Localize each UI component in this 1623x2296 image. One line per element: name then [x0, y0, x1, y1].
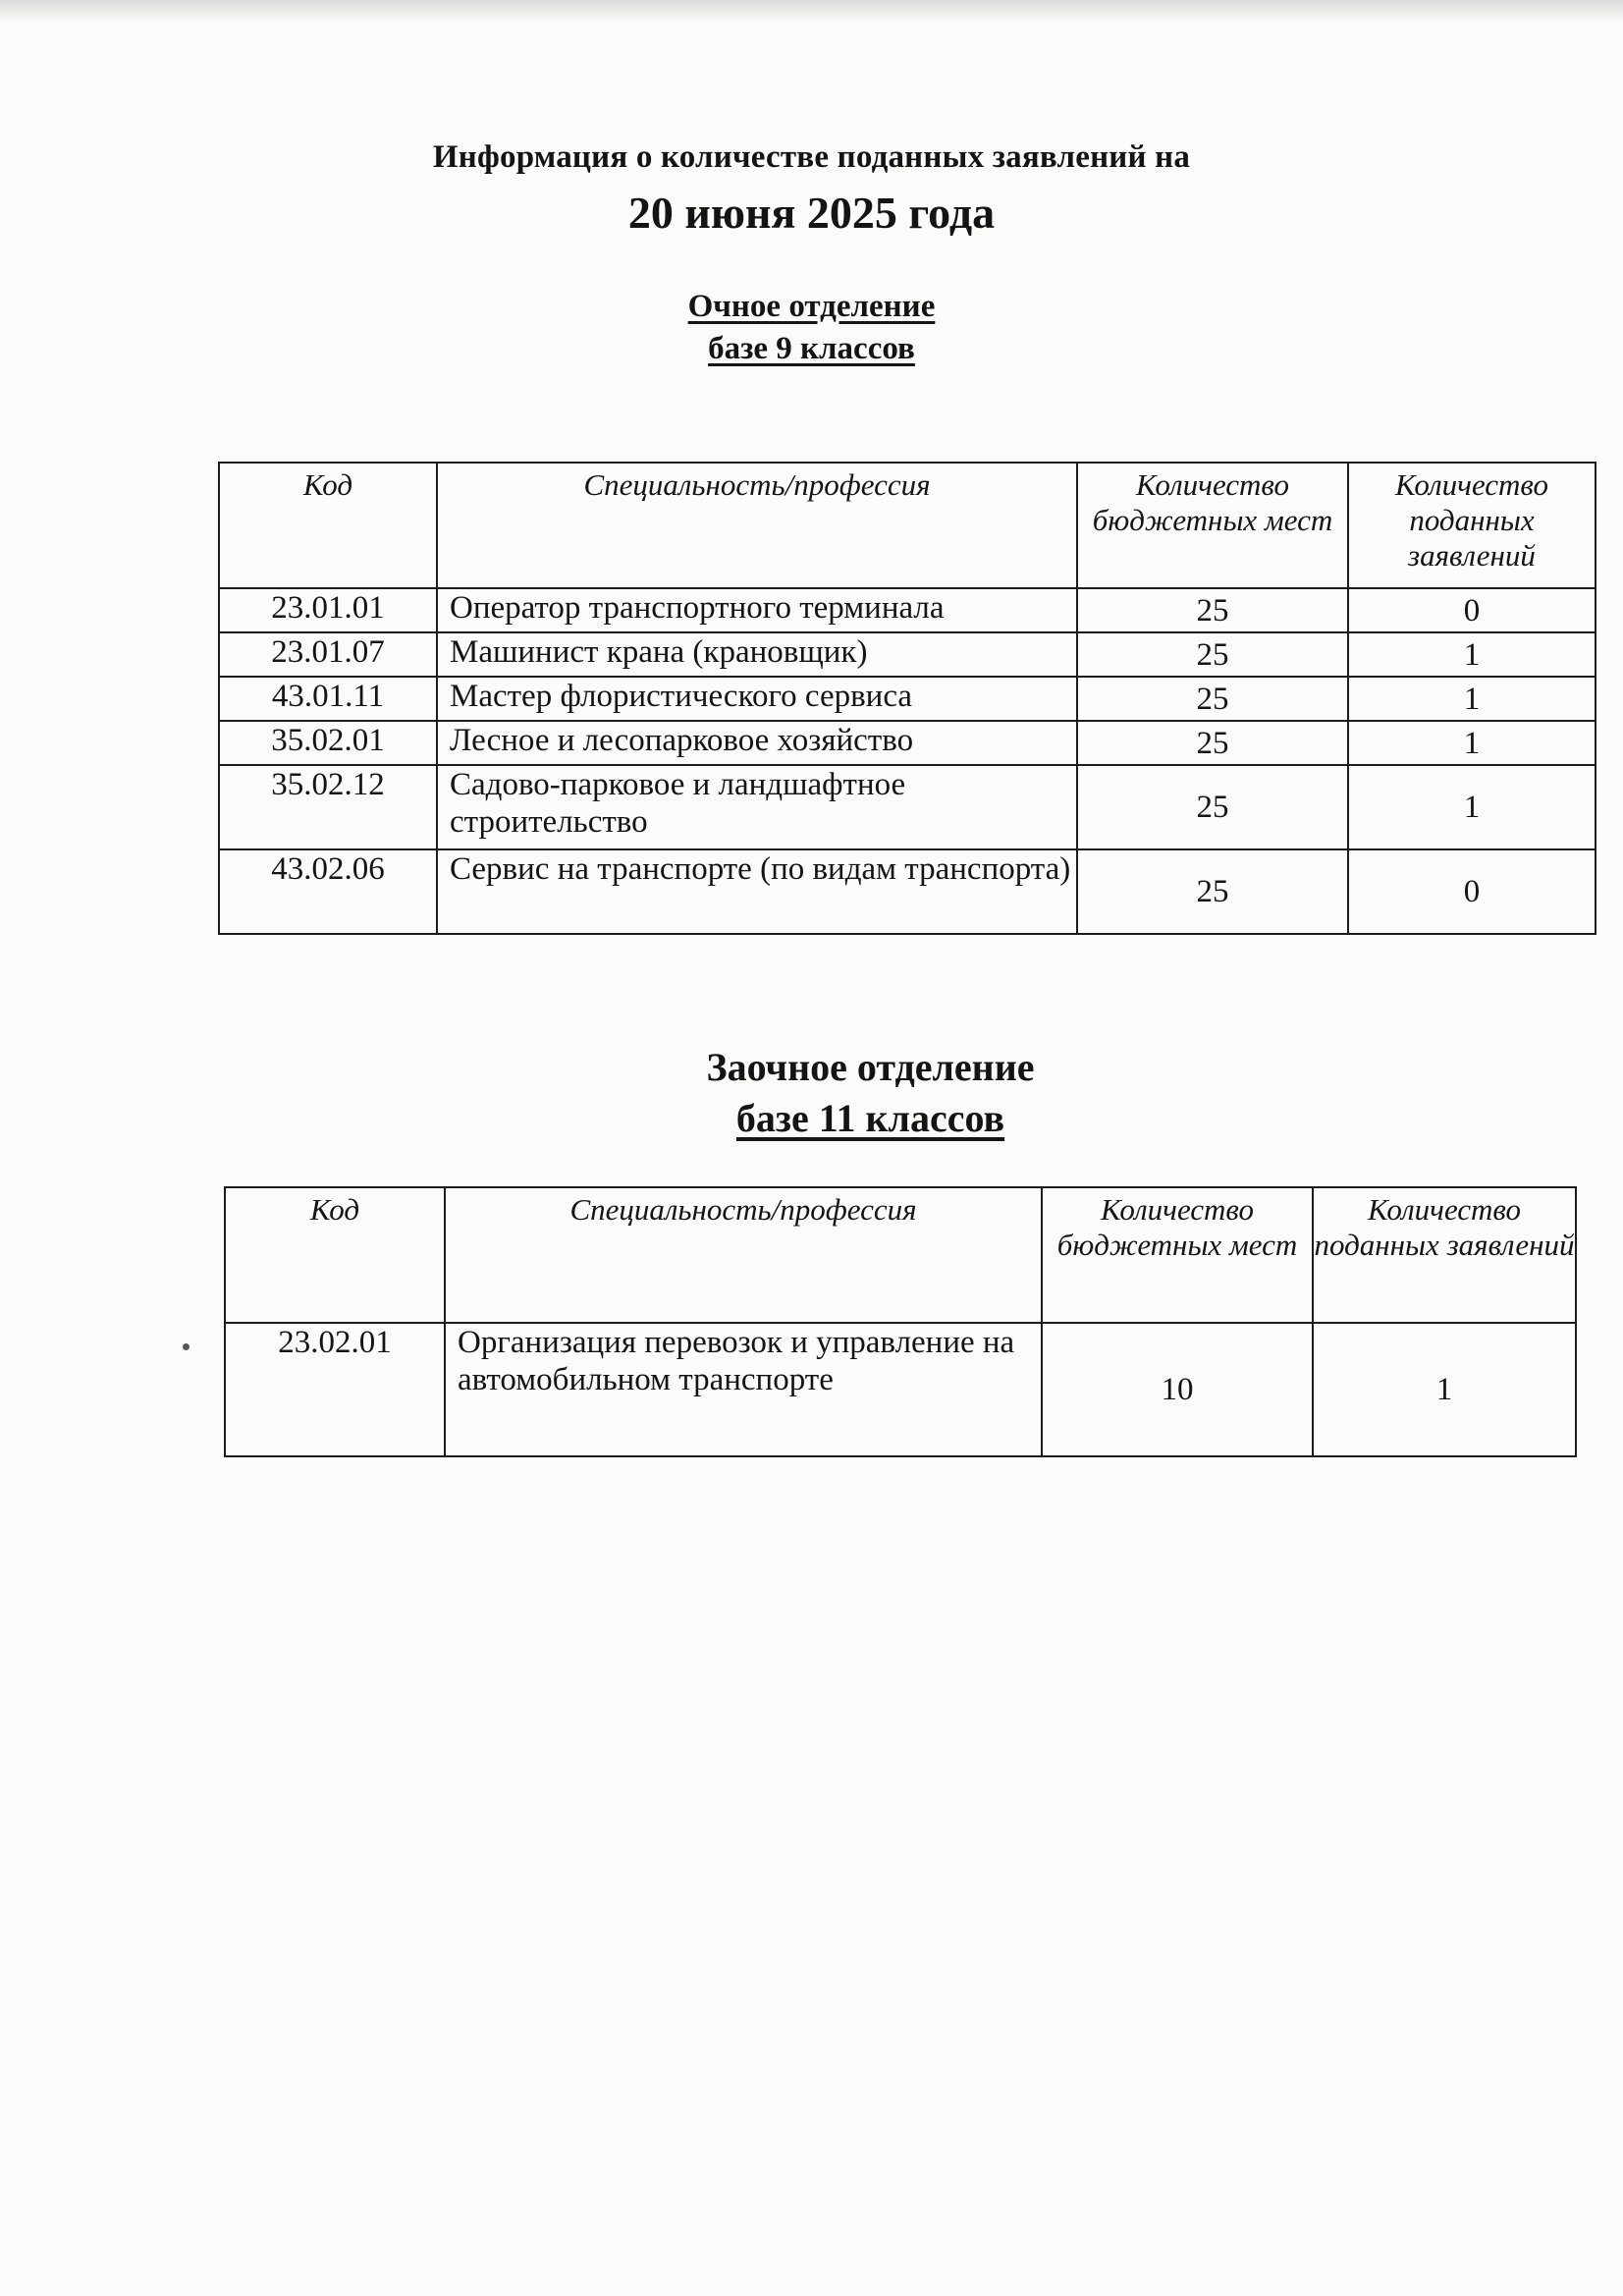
header-specialty: Специальность/профессия — [437, 463, 1077, 588]
header-budget-places: Количество бюджетных мест — [1077, 463, 1348, 588]
row-specialty: Сервис на транспорте (по видам транспорта) — [437, 849, 1077, 934]
row-code: 43.02.06 — [219, 849, 437, 934]
section-department-correspondence: Заочное отделение — [706, 1045, 1035, 1089]
row-budget-places: 10 — [1042, 1323, 1313, 1456]
row-applications: 0 — [1348, 588, 1596, 632]
row-code: 23.01.07 — [219, 632, 437, 677]
row-budget-places: 25 — [1077, 721, 1348, 765]
row-specialty: Мастер флористического сервиса — [437, 677, 1077, 721]
table-row — [219, 849, 1596, 934]
row-applications: 1 — [1348, 632, 1596, 677]
table-row — [219, 765, 1596, 849]
row-applications: 1 — [1313, 1323, 1576, 1456]
row-budget-places: 25 — [1077, 632, 1348, 677]
row-specialty: Лесное и лесопарковое хозяйство — [437, 721, 1077, 765]
document-date: 20 июня 2025 года — [627, 188, 996, 238]
table-row — [225, 1323, 1576, 1456]
row-budget-places: 25 — [1077, 588, 1348, 632]
row-applications: 1 — [1348, 765, 1596, 849]
table-header-row — [219, 463, 1596, 588]
row-code: 35.02.12 — [219, 765, 437, 849]
applications-table-correspondence — [224, 1186, 1577, 1457]
row-budget-places: 25 — [1077, 849, 1348, 934]
header-budget-places: Количество бюджетных мест — [1042, 1187, 1313, 1323]
row-specialty: Оператор транспортного терминала — [437, 588, 1077, 632]
header-code: Код — [225, 1187, 445, 1323]
header-applications: Количество поданных заявлений — [1313, 1187, 1576, 1323]
document-title: Информация о количестве поданных заявлений на — [432, 139, 1191, 175]
header-specialty: Специальность/профессия — [445, 1187, 1042, 1323]
table-row — [219, 632, 1596, 677]
row-specialty: Машинист крана (крановщик) — [437, 632, 1077, 677]
row-code: 35.02.01 — [219, 721, 437, 765]
section-base-9-grades: базе 9 классов — [708, 331, 915, 366]
section-base-11-grades: базе 11 классов — [735, 1096, 1005, 1140]
row-specialty: Садово-парковое и ландшафтное строительство — [437, 765, 1077, 849]
row-code: 23.02.01 — [225, 1323, 445, 1456]
row-budget-places: 25 — [1077, 765, 1348, 849]
section-department-full-time: Очное отделение — [687, 289, 936, 324]
table-row — [219, 588, 1596, 632]
header-applications: Количество поданных заявлений — [1348, 463, 1596, 588]
table-header-row — [225, 1187, 1576, 1323]
applications-table-full-time — [218, 462, 1596, 935]
scan-speck — [183, 1343, 189, 1350]
row-code: 43.01.11 — [219, 677, 437, 721]
row-applications: 1 — [1348, 721, 1596, 765]
row-applications: 0 — [1348, 849, 1596, 934]
table-row — [219, 721, 1596, 765]
row-code: 23.01.01 — [219, 588, 437, 632]
row-specialty: Организация перевозок и управление на автомобильном транспорте — [445, 1323, 1042, 1456]
header-code: Код — [219, 463, 437, 588]
row-budget-places: 25 — [1077, 677, 1348, 721]
table-row — [219, 677, 1596, 721]
row-applications: 1 — [1348, 677, 1596, 721]
scan-edge-shadow — [0, 0, 1623, 22]
